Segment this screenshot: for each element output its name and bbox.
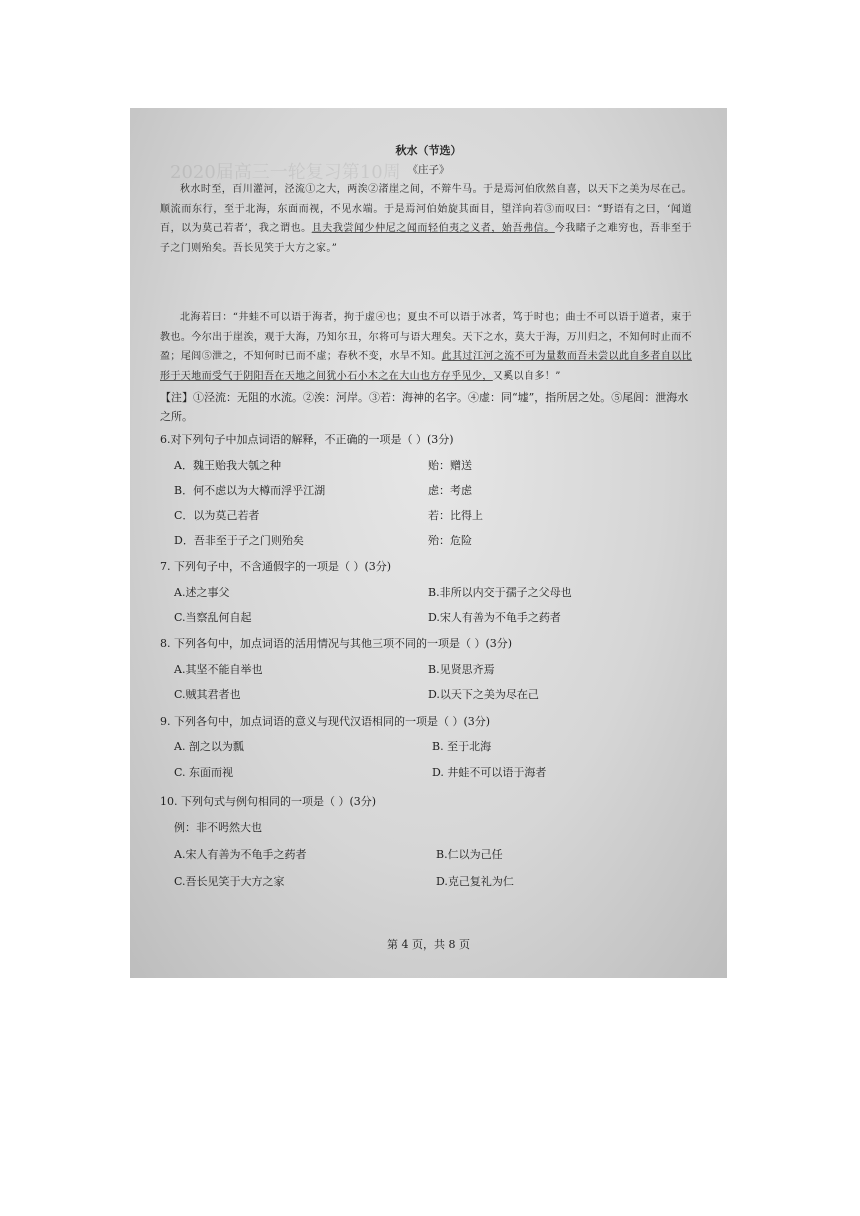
question-9-option-b: B. 至于北海: [432, 740, 492, 753]
question-6-gloss-b: 虑：考虑: [428, 484, 472, 497]
question-6-option-d: D．吾非至于子之门则殆矣: [174, 534, 304, 547]
passage-text: 又奚以自多！”: [492, 370, 561, 382]
question-9-stem: 9. 下列各句中，加点词语的意义与现代汉语相同的一项是（ ）(3分): [160, 715, 491, 728]
document-photo: [130, 108, 727, 978]
passage-text: 北海若曰：“井蛙不可以语于海者，拘于虚④也；夏虫不可以语于冰者，笃于时也；曲士不可以语于道者，束于教也。今尔出于崖涘，观于大海，乃知尔丑，尔将可与语大理矣。天下之水，莫大于海，万川归之，不知何时止而不盈；尾闾⑤泄之，不知何时已而不虚；春秋不变，水旱不知。: [160, 312, 692, 362]
question-8-option-b: B.见贤思齐焉: [428, 663, 495, 676]
question-9-option-c: C. 东面而视: [174, 766, 234, 779]
question-10-option-d: D.克己复礼为仁: [436, 875, 514, 888]
question-10-option-b: B.仁以为己任: [436, 848, 503, 861]
underlined-sentence: 此其过江河之流不可为量数而吾未尝以此自多者自以比形于天地而受气于阴阳吾在天地之间犹小石小木之在大山也方存乎见少，: [160, 351, 692, 382]
question-6-gloss-d: 殆：危险: [428, 534, 472, 547]
question-7-stem: 7. 下列句子中，不含通假字的一项是（ ）(3分): [160, 560, 392, 573]
question-7-option-d: D.宋人有善为不龟手之药者: [428, 611, 561, 624]
passage-paragraph-2: [160, 308, 692, 386]
question-9-option-a: A. 剖之以为瓢: [174, 740, 244, 753]
question-6-gloss-c: 若：比得上: [428, 509, 483, 522]
question-10-stem: 10. 下列句式与例句相同的一项是（ ）(3分): [160, 795, 377, 808]
question-10-option-a: A.宋人有善为不龟手之药者: [174, 848, 307, 861]
question-6-option-a: A．魏王贻我大瓠之种: [174, 459, 281, 472]
passage-author: 《庄子》: [407, 164, 450, 176]
question-6-option-c: C．以为莫己若者: [174, 509, 260, 522]
passage-title: 秋水（节选）: [395, 144, 462, 157]
question-10-example: 例：非不呺然大也: [174, 821, 262, 834]
annotation-notes: 【注】①泾流：无阻的水流。②涘：河岸。③若：海神的名字。④虚：同“墟”，指所居之处。⑤尾闾：泄海水之所。: [160, 391, 689, 423]
passage-text: 今我睹子之难穷也，吾非至于子之门则殆矣。吾长见笑于大方之家。”: [160, 223, 692, 254]
question-6-stem: 6.对下列句子中加点词语的解释，不正确的一项是（ ）(3分): [160, 433, 454, 446]
question-7-option-a: A.述之事父: [174, 586, 230, 599]
question-8-option-a: A.其坚不能自举也: [174, 663, 263, 676]
underlined-sentence: 且夫我尝闻少仲尼之闻而轻伯夷之义者，始吾弗信。: [311, 223, 555, 234]
question-7-option-c: C.当察乱何自起: [174, 611, 252, 624]
question-8-option-d: D.以天下之美为尽在己: [428, 688, 539, 701]
exam-page: [130, 108, 727, 978]
question-9-option-d: D. 井蛙不可以语于海者: [432, 766, 547, 779]
question-8-stem: 8. 下列各句中，加点词语的活用情况与其他三项不同的一项是（ ）(3分): [160, 637, 513, 650]
question-6-gloss-a: 贻：赠送: [428, 459, 472, 472]
bleed-through-text: 2020届高三一轮复习第10周: [170, 162, 401, 183]
question-6-option-b: B．何不虑以为大樽而浮乎江湖: [174, 484, 326, 497]
question-10-option-c: C.吾长见笑于大方之家: [174, 875, 285, 888]
passage-text: 秋水时至，百川灌河，泾流①之大，两涘②渚崖之间，不辩牛马。于是焉河伯欣然自喜，以天下之美为尽在己。顺流而东行，至于北海，东面而视，不见水端。于是焉河伯始旋其面目，望洋向若③而叹曰：“野语有之曰，‘闻道百，以为莫己若者’，我之谓也。: [160, 184, 692, 234]
passage-paragraph-1: [160, 180, 692, 258]
question-8-option-c: C.贼其君者也: [174, 688, 241, 701]
page-number: 第 4 页，共 8 页: [387, 938, 470, 951]
question-7-option-b: B.非所以内交于孺子之父母也: [428, 586, 572, 599]
